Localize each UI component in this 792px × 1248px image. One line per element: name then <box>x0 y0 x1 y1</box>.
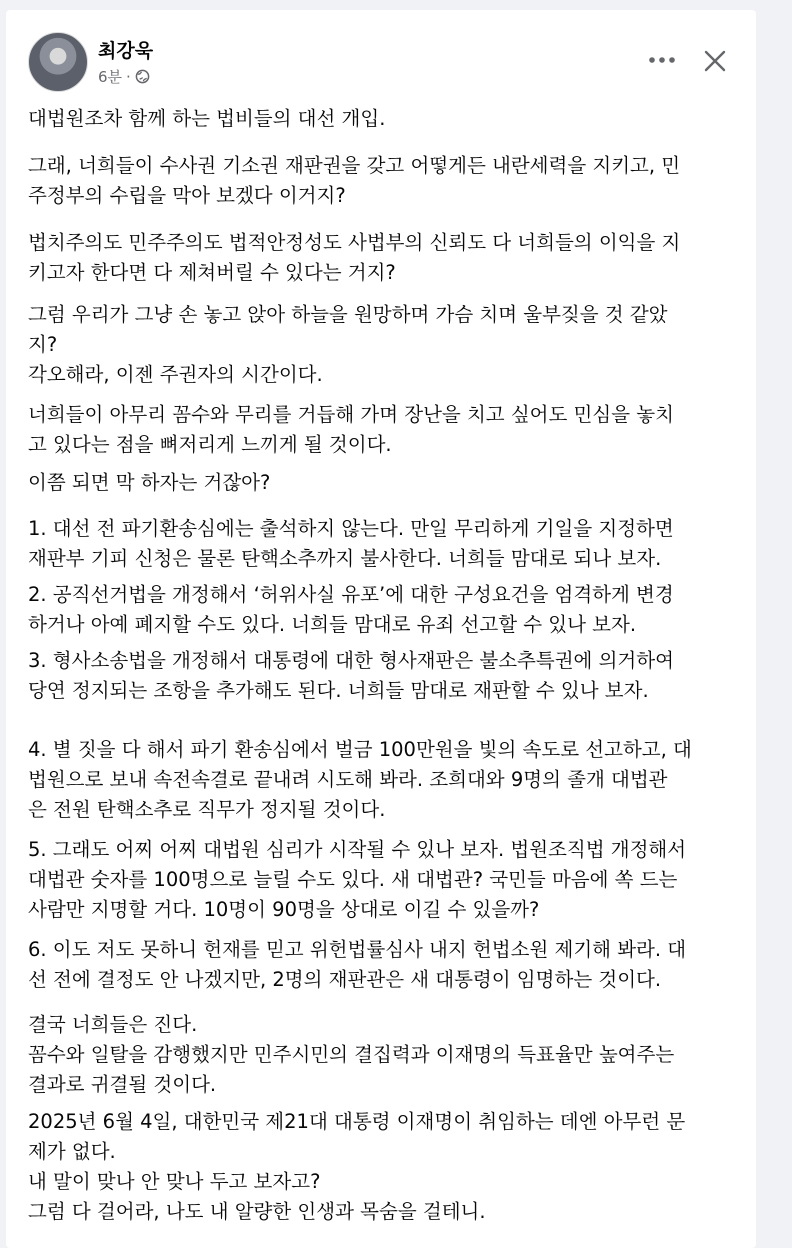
text-line: 2. 공직선거법을 개정해서 ‘허위사실 유포’에 대한 구성요건을 엄격하게 변경 <box>28 583 674 606</box>
post-header <box>6 10 756 102</box>
post-card <box>6 10 756 1248</box>
text-line: 선 전에 결정도 안 나겠지만, 2명의 재판관은 새 대통령이 임명하는 것이다. <box>28 968 662 991</box>
close-icon[interactable] <box>698 44 732 78</box>
text-line: 6. 이도 저도 못하니 헌재를 믿고 위헌법률심사 내지 헌법소원 제기해 봐라. 대 <box>28 938 687 961</box>
post-paragraph <box>28 104 738 134</box>
text-line: 내 말이 맞나 안 맞나 두고 보자고? <box>28 1170 321 1193</box>
text-line: 너희들이 아무리 꼼수와 무리를 거듭해 가며 장난을 치고 싶어도 민심을 놓치 <box>28 403 674 426</box>
post-paragraph <box>28 228 738 288</box>
text-line: 대법관 숫자를 100명으로 늘릴 수도 있다. 새 대법관? 국민들 마음에 쏙 드는 <box>28 868 678 891</box>
post-paragraph <box>28 735 738 825</box>
post-paragraph <box>28 1010 738 1100</box>
author-name[interactable]: 최강욱 <box>98 40 154 62</box>
text-line: 하거나 아예 폐지할 수도 있다. 너희들 맘대로 유죄 선고할 수 있나 보자. <box>28 613 637 636</box>
avatar[interactable] <box>28 32 88 92</box>
text-line: 꼼수와 일탈을 감행했지만 민주시민의 결집력과 이재명의 득표율만 높여주는 <box>28 1043 675 1066</box>
text-line: 그럼 우리가 그냥 손 놓고 앉아 하늘을 원망하며 가슴 치며 울부짖을 것 같았 <box>28 303 668 326</box>
text-line: 그럼 다 걸어라, 나도 내 알량한 인생과 목숨을 걸테니. <box>28 1200 486 1223</box>
text-line: 그래, 너희들이 수사권 기소권 재판권을 갖고 어떻게든 내란세력을 지키고, 민 <box>28 154 681 177</box>
post-paragraph <box>28 468 738 498</box>
post-paragraph <box>28 300 738 390</box>
text-line: 법원으로 보내 속전속결로 끝내려 시도해 봐라. 조희대와 9명의 졸개 대법관 <box>28 768 668 791</box>
text-line: 4. 별 짓을 다 해서 파기 환송심에서 벌금 100만원을 빛의 속도로 선고하고, 대 <box>28 738 692 761</box>
globe-icon[interactable] <box>135 69 150 84</box>
text-line: 지? <box>28 333 58 356</box>
text-line: 결과로 귀결될 것이다. <box>28 1073 217 1096</box>
meta-separator: · <box>126 67 131 86</box>
text-line: 키고자 한다면 다 제쳐버릴 수 있다는 거지? <box>28 261 396 284</box>
post-paragraph <box>28 835 738 925</box>
post-paragraph <box>28 646 738 706</box>
text-line: 제가 없다. <box>28 1140 116 1163</box>
text-line: 사람만 지명할 거다. 10명이 90명을 상대로 이길 수 있을까? <box>28 898 540 921</box>
text-line: 법치주의도 민주주의도 법적안정성도 사법부의 신뢰도 다 너희들의 이익을 지 <box>28 231 681 254</box>
text-line: 3. 형사소송법을 개정해서 대통령에 대한 형사재판은 불소추특권에 의거하여 <box>28 649 674 672</box>
text-line: 고 있다는 점을 뼈저리게 느끼게 될 것이다. <box>28 433 392 456</box>
text-line: 1. 대선 전 파기환송심에는 출석하지 않는다. 만일 무리하게 기일을 지정하면 <box>28 517 674 540</box>
text-line: 대법원조차 함께 하는 법비들의 대선 개입. <box>28 107 386 130</box>
post-paragraph <box>28 151 738 211</box>
text-line: 재판부 기피 신청은 물론 탄핵소추까지 불사한다. 너희들 맘대로 되나 보자. <box>28 547 662 570</box>
text-line: 결국 너희들은 진다. <box>28 1013 198 1036</box>
post-paragraph <box>28 935 738 995</box>
post-paragraph <box>28 580 738 640</box>
more-options-icon[interactable] <box>644 48 680 72</box>
text-line: 2025년 6월 4일, 대한민국 제21대 대통령 이재명이 취임하는 데엔 아무런 문 <box>28 1110 686 1133</box>
post-paragraph <box>28 400 738 460</box>
text-line: 당연 정지되는 조항을 추가해도 된다. 너희들 맘대로 재판할 수 있나 보자. <box>28 679 649 702</box>
text-line: 각오해라, 이젠 주권자의 시간이다. <box>28 363 323 386</box>
post-paragraph <box>28 1107 738 1227</box>
text-line: 이쯤 되면 막 하자는 거잖아? <box>28 471 271 494</box>
post-meta <box>98 66 150 87</box>
post-time[interactable]: 6분 <box>98 68 123 86</box>
text-line: 주정부의 수립을 막아 보겠다 이거지? <box>28 184 346 207</box>
post-paragraph <box>28 514 738 574</box>
text-line: 은 전원 탄핵소추로 직무가 정지될 것이다. <box>28 798 386 821</box>
text-line: 5. 그래도 어찌 어찌 대법원 심리가 시작될 수 있나 보자. 법원조직법 개정해서 <box>28 838 687 861</box>
